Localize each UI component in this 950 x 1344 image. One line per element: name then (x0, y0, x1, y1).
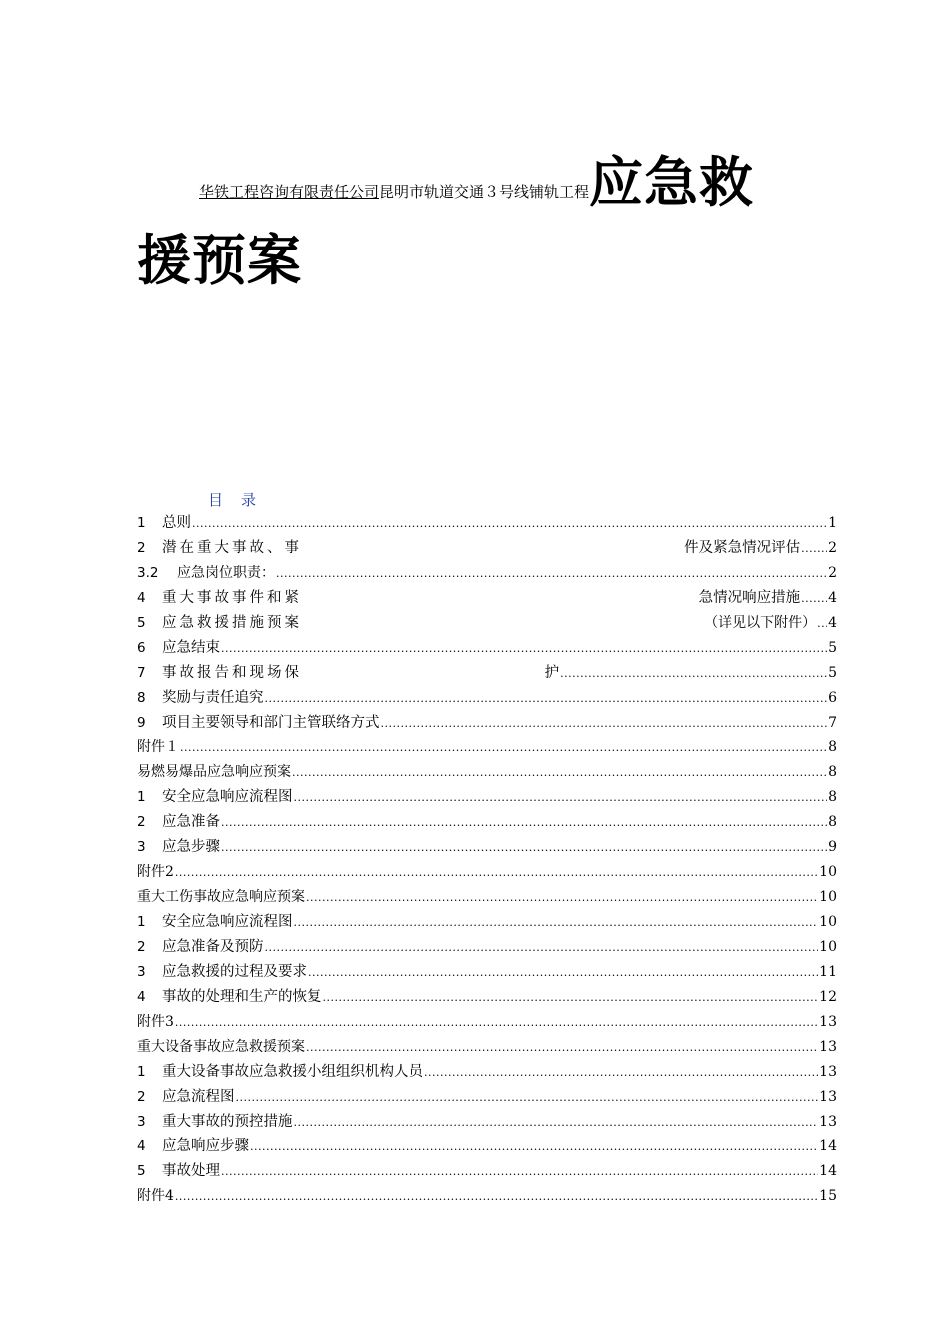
toc-entry[interactable] (137, 1136, 837, 1161)
toc-entry-title: 潜在重大事故、事 (162, 539, 302, 556)
toc-entry-number: 7 (137, 664, 146, 681)
toc-entry[interactable] (137, 1062, 837, 1087)
toc-entry-page: 8 (828, 789, 837, 806)
toc-dot-leader (192, 514, 827, 534)
toc-entry-page: 12 (819, 988, 837, 1005)
toc-entry-title: 事故处理 (162, 1163, 220, 1180)
toc-entry-page: 10 (819, 938, 837, 955)
document-title-part-2: 援预案 (137, 229, 302, 292)
toc-entry-page: 7 (828, 714, 837, 731)
toc-entry-page: 4 (828, 614, 837, 631)
toc-dot-leader (801, 589, 827, 609)
toc-entry-title: 项目主要领导和部门主管联络方式 (162, 714, 380, 731)
toc-entry[interactable] (137, 613, 837, 638)
toc-entry-title: 重大设备事故应急救援小组组织机构人员 (162, 1063, 423, 1080)
document-title-part-1: 应急救 (589, 151, 755, 214)
toc-dot-leader (175, 1013, 818, 1033)
toc-entry[interactable] (137, 638, 837, 663)
toc-entry-title-tail: 急情况响应措施 (698, 589, 801, 606)
toc-dot-leader (294, 1113, 819, 1133)
toc-entry-page: 13 (819, 1038, 837, 1055)
toc-entry-page: 2 (828, 539, 837, 556)
toc-entry[interactable] (137, 937, 837, 962)
toc-entry-number: 2 (137, 938, 146, 955)
toc-entry[interactable] (137, 513, 837, 538)
toc-entry-number: 4 (137, 589, 146, 606)
toc-entry-number: 3.2 (137, 564, 159, 581)
toc-entry-title: 事故的处理和生产的恢复 (162, 988, 322, 1005)
toc-entry-title: 应急准备 (162, 814, 220, 831)
toc-dot-leader (175, 863, 818, 883)
toc-entry-title: 附件3 (137, 1013, 174, 1030)
toc-entry-title: 安全应急响应流程图 (162, 914, 293, 930)
toc-entry-title: 重大设备事故应急救援预案 (137, 1038, 305, 1055)
toc-entry[interactable] (137, 812, 837, 837)
toc-entry[interactable] (137, 837, 837, 862)
toc-entry-title: 附件4 (137, 1188, 174, 1205)
toc-entry-number: 1 (137, 914, 146, 930)
toc-entry-page: 14 (819, 1163, 837, 1180)
toc-dot-leader (306, 1038, 818, 1058)
toc-entry[interactable] (137, 1161, 837, 1186)
toc-entry[interactable] (137, 737, 837, 762)
toc-entry[interactable] (137, 713, 837, 738)
toc-entry-page: 8 (828, 764, 837, 781)
toc-dot-leader (817, 614, 827, 634)
project-name: 昆明市轨道交通３号线铺轨工程 (379, 183, 590, 201)
toc-dot-leader (292, 763, 827, 783)
toc-entry-page: 13 (819, 1113, 837, 1130)
toc-entry-title: 奖励与责任追究 (162, 689, 264, 706)
toc-entry-number: 1 (137, 1063, 146, 1080)
toc-entry-title: 应急流程图 (162, 1088, 235, 1105)
toc-entry-title: 重大事故的预控措施 (162, 1113, 293, 1130)
toc-entry[interactable] (137, 663, 837, 688)
toc-dot-leader (323, 988, 819, 1008)
toc-entry[interactable] (137, 787, 837, 812)
toc-entry-title-tail: （详见以下附件） (704, 614, 817, 631)
toc-entry-number: 1 (137, 515, 146, 531)
toc-entry[interactable] (137, 962, 837, 987)
toc-entry[interactable] (137, 912, 837, 937)
toc-dot-leader (221, 838, 827, 858)
title-line-1 (137, 140, 850, 217)
toc-entry-number: 9 (137, 714, 146, 731)
toc-entry-page: 13 (819, 1088, 837, 1105)
toc-entry-page: 10 (819, 914, 837, 930)
toc-heading: 目录 (208, 491, 275, 509)
toc-entry[interactable] (137, 688, 837, 713)
toc-entry-title: 应急救援措施预案 (162, 614, 302, 631)
toc-entry-number: 6 (137, 639, 146, 656)
toc-entry[interactable] (137, 987, 837, 1012)
toc-entry[interactable] (137, 1012, 837, 1037)
toc-entry-page: 9 (828, 839, 837, 856)
toc-entry[interactable] (137, 563, 837, 588)
toc-dot-leader (180, 738, 827, 758)
toc-entry-title-tail: 护 (544, 664, 560, 681)
toc-entry-number: 5 (137, 614, 146, 631)
toc-entry-page: 10 (819, 864, 837, 881)
toc-entry-number: 5 (137, 1163, 146, 1180)
toc-entry-number: 4 (137, 1138, 146, 1155)
toc-entry-number: 8 (137, 689, 146, 706)
toc-entry-page: 8 (828, 814, 837, 831)
toc-entry-page: 2 (828, 564, 837, 581)
toc-entry[interactable] (137, 1186, 837, 1211)
toc-entry[interactable] (137, 862, 837, 887)
toc-entry-title: 应急结束 (162, 639, 220, 656)
toc-dot-leader (265, 689, 828, 709)
toc-entry-title: 安全应急响应流程图 (162, 789, 293, 806)
toc-entry-title: 应急步骤 (162, 839, 220, 856)
toc-entry-page: 5 (828, 639, 837, 656)
toc-dot-leader (276, 564, 827, 584)
toc-dot-leader (221, 813, 827, 833)
toc-entry-page: 6 (828, 689, 837, 706)
toc-entry-page: 15 (819, 1188, 837, 1205)
table-of-contents (137, 513, 837, 1211)
toc-entry[interactable] (137, 1037, 837, 1062)
toc-entry-title: 应急救援的过程及要求 (162, 963, 307, 980)
toc-entry-number: 4 (137, 988, 146, 1005)
toc-entry[interactable] (137, 762, 837, 787)
toc-entry-title: 应急岗位职责： (177, 564, 275, 581)
toc-entry[interactable] (137, 538, 837, 563)
toc-dot-leader (265, 938, 819, 958)
toc-dot-leader (221, 639, 827, 659)
toc-dot-leader (381, 714, 828, 734)
toc-dot-leader (560, 664, 827, 684)
toc-entry[interactable] (137, 588, 837, 613)
toc-dot-leader (294, 913, 819, 933)
toc-entry-number: 3 (137, 1113, 146, 1130)
toc-dot-leader (306, 888, 818, 908)
toc-dot-leader (308, 963, 818, 983)
toc-dot-leader (424, 1063, 818, 1083)
toc-entry-page: 10 (819, 889, 837, 906)
toc-entry[interactable] (137, 1112, 837, 1137)
toc-entry-number: 3 (137, 839, 146, 856)
toc-entry-title: 应急响应步骤 (162, 1138, 249, 1155)
toc-dot-leader (294, 788, 828, 808)
toc-entry-number: 1 (137, 789, 146, 806)
toc-dot-leader (236, 1088, 819, 1108)
toc-entry-title: 事故报告和现场保 (162, 664, 302, 681)
toc-entry-number: 2 (137, 1088, 146, 1105)
toc-dot-leader (801, 539, 827, 559)
toc-entry-number: 2 (137, 539, 146, 556)
toc-entry[interactable] (137, 1087, 837, 1112)
toc-entry-page: 14 (819, 1138, 837, 1155)
toc-entry-page: 5 (828, 664, 837, 681)
toc-entry-title: 附件2 (137, 864, 174, 881)
toc-entry-number: 2 (137, 814, 146, 831)
toc-entry-title: 重大工伤事故应急响应预案 (137, 889, 305, 906)
toc-entry-title: 附件１ (137, 739, 179, 756)
toc-entry-page: 11 (819, 963, 837, 980)
toc-entry-page: 13 (819, 1013, 837, 1030)
toc-entry-title: 应急准备及预防 (162, 938, 264, 955)
toc-entry-title: 易燃易爆品应急响应预案 (137, 764, 291, 781)
company-name: 华铁工程咨询有限责任公司 (199, 183, 380, 201)
toc-entry-page: 13 (819, 1063, 837, 1080)
toc-entry-number: 3 (137, 963, 146, 980)
toc-dot-leader (221, 1162, 818, 1182)
toc-entry-title: 重大事故事件和紧 (162, 589, 302, 606)
toc-entry-page: 8 (828, 739, 837, 756)
toc-entry[interactable] (137, 887, 837, 912)
toc-entry-page: 4 (828, 589, 837, 606)
toc-entry-title-tail: 件及紧急情况评估 (684, 539, 801, 556)
toc-entry-title: 总则 (162, 515, 191, 531)
toc-entry-page: 1 (828, 515, 837, 531)
toc-dot-leader (175, 1187, 818, 1207)
toc-dot-leader (250, 1137, 818, 1157)
